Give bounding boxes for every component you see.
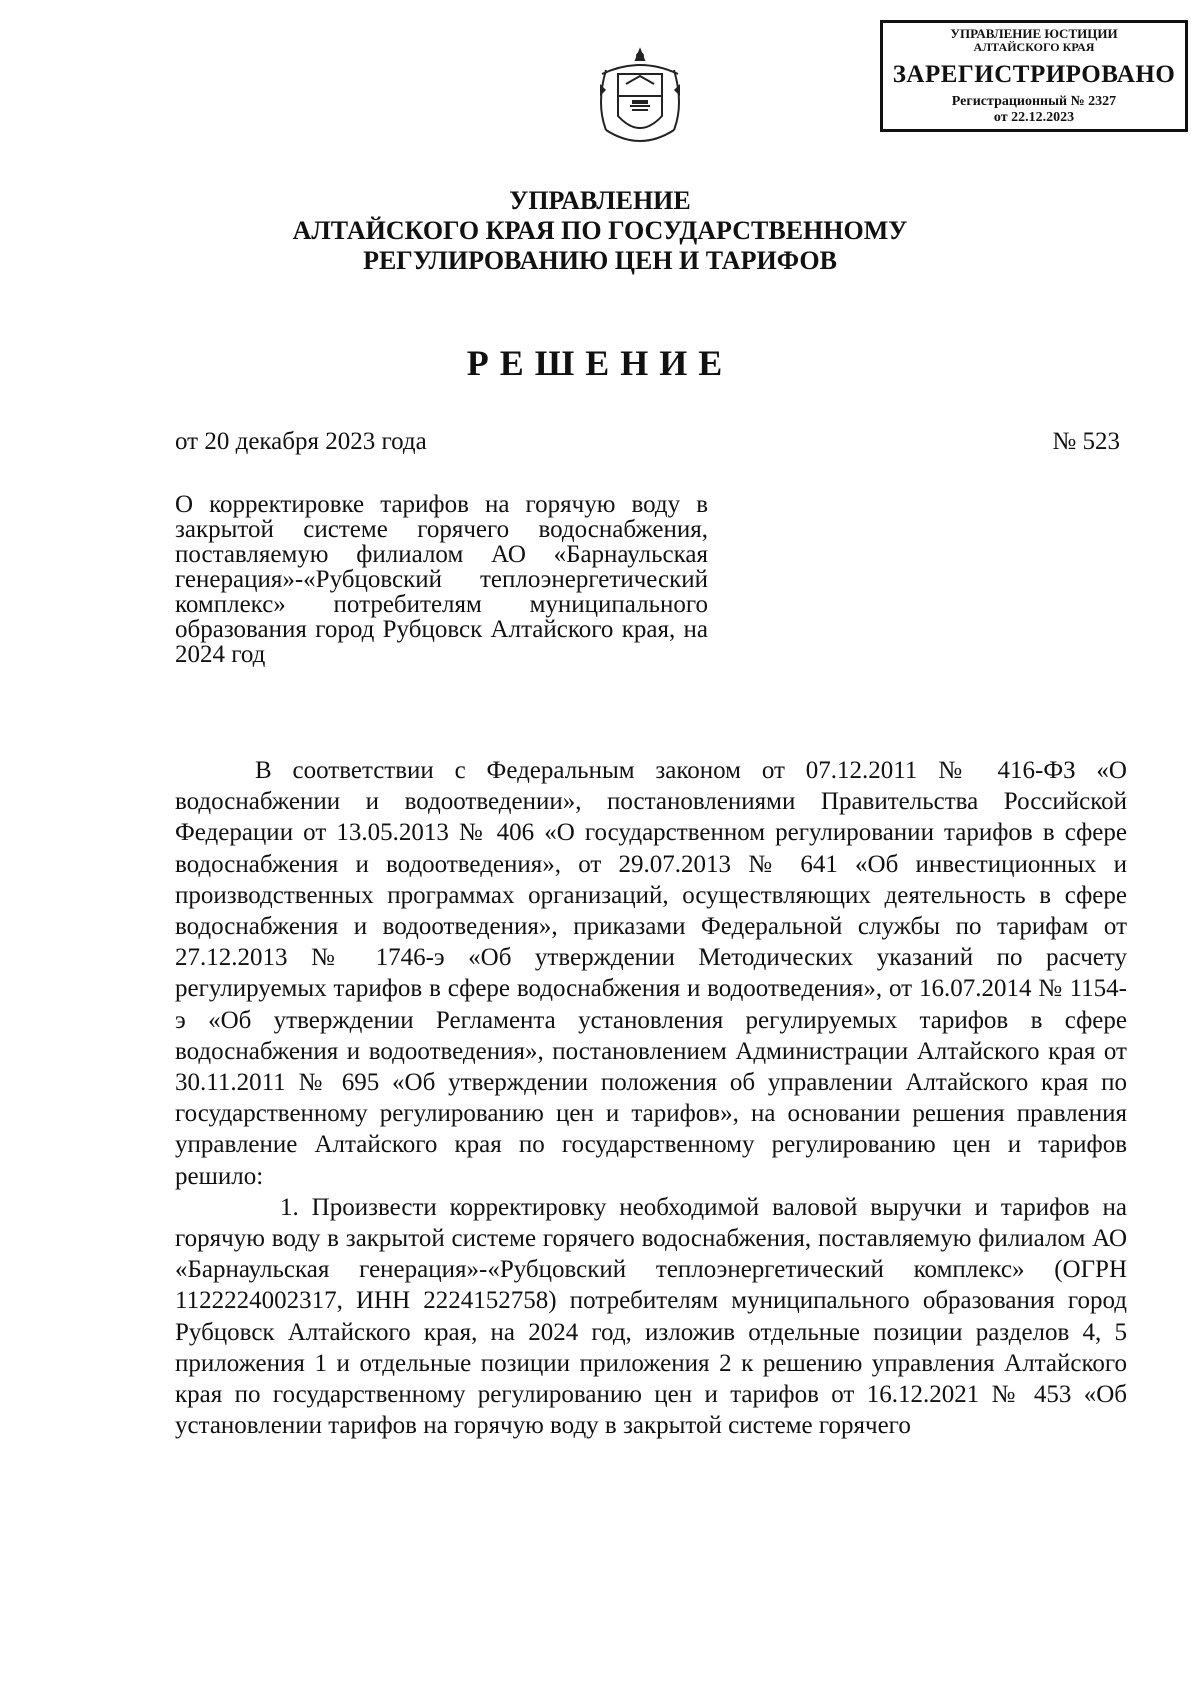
header-line-2: АЛТАЙСКОГО КРАЯ ПО ГОСУДАРСТВЕННОМУ (292, 216, 908, 245)
coat-of-arms-icon (592, 44, 688, 156)
document-date: от 20 декабря 2023 года (175, 428, 427, 455)
stamp-reg-date: от 22.12.2023 (993, 110, 1075, 125)
paragraph-preamble: В соответствии с Федеральным законом от 07.12.2011 № 416-ФЗ «О водоснабжении и водоотведении», постановлениями Правительства Российской Федерации от 13.05.2013 № 406 «О государственном регулировании тарифов в сфере водоснабжения и водоотведения», от 29.07.2013 № 641 «Об инвестиционных и производственных программах организаций, осуществляющих деятельность в сфере водоснабжения и водоотведения», приказами Федеральной службы по тарифам от 27.12.2013 № 1746-э «Об утверждении Методических указаний по расчету регулируемых тарифов в сфере водоснабжения и водоотведения», от 16.07.2014 № 1154-э «Об утверждении Регламента установления регулируемых тарифов в сфере водоснабжения и водоотведения», постановлением Администрации Алтайского края от 30.11.2011 № 695 «Об утверждении положения об управлении Алтайского края по государственному регулированию цен и тарифов», на основании решения правления управление Алтайского края по государственному регулированию цен и тарифов решило: (175, 757, 1127, 1190)
document-body (175, 755, 1127, 1441)
document-number: № 523 (1052, 428, 1120, 455)
stamp-reg-number: Регистрационный № 2327 (951, 94, 1117, 109)
header-line-3: РЕГУЛИРОВАНИЮ ЦЕН И ТАРИФОВ (363, 246, 837, 275)
stamp-line-1: УПРАВЛЕНИЕ ЮСТИЦИИ (950, 26, 1118, 41)
paragraph-item-1: 1. Произвести корректировку необходимой валовой выручки и тарифов на горячую воду в закрытой системе горячего водоснабжения, поставляемую филиалом АО «Барнаульская генерация»-«Рубцовский теплоэнергетический комплекс» (ОГРН 1122224002317, ИНН 2224152758) потребителям муниципального образования город Рубцовск Алтайского края, на 2024 год, изложив отдельные позиции разделов 4, 5 приложения 1 и отдельные позиции приложения 2 к решению управления Алтайского края по государственному регулированию цен и тарифов от 16.12.2021 № 453 «Об установлении тарифов на горячую воду в закрытой системе горячего (175, 1193, 1127, 1440)
authority-header (0, 186, 1200, 276)
stamp-line-2: АЛТАЙСКОГО КРАЯ (973, 40, 1095, 54)
document-subject: О корректировке тарифов на горячую воду в закрытой системе горячего водоснабжения, поставляемую филиалом АО «Барнаульская генерация»-«Рубцовский теплоэнергетический комплекс» потребителям муниципального образования город Рубцовск Алтайского края, на 2024 год (175, 491, 708, 668)
stamp-title: ЗАРЕГИСТРИРОВАНО (892, 61, 1176, 88)
registration-stamp (880, 20, 1188, 132)
header-line-1: УПРАВЛЕНИЕ (509, 186, 691, 215)
document-type-title: РЕШЕНИЕ (466, 343, 734, 383)
